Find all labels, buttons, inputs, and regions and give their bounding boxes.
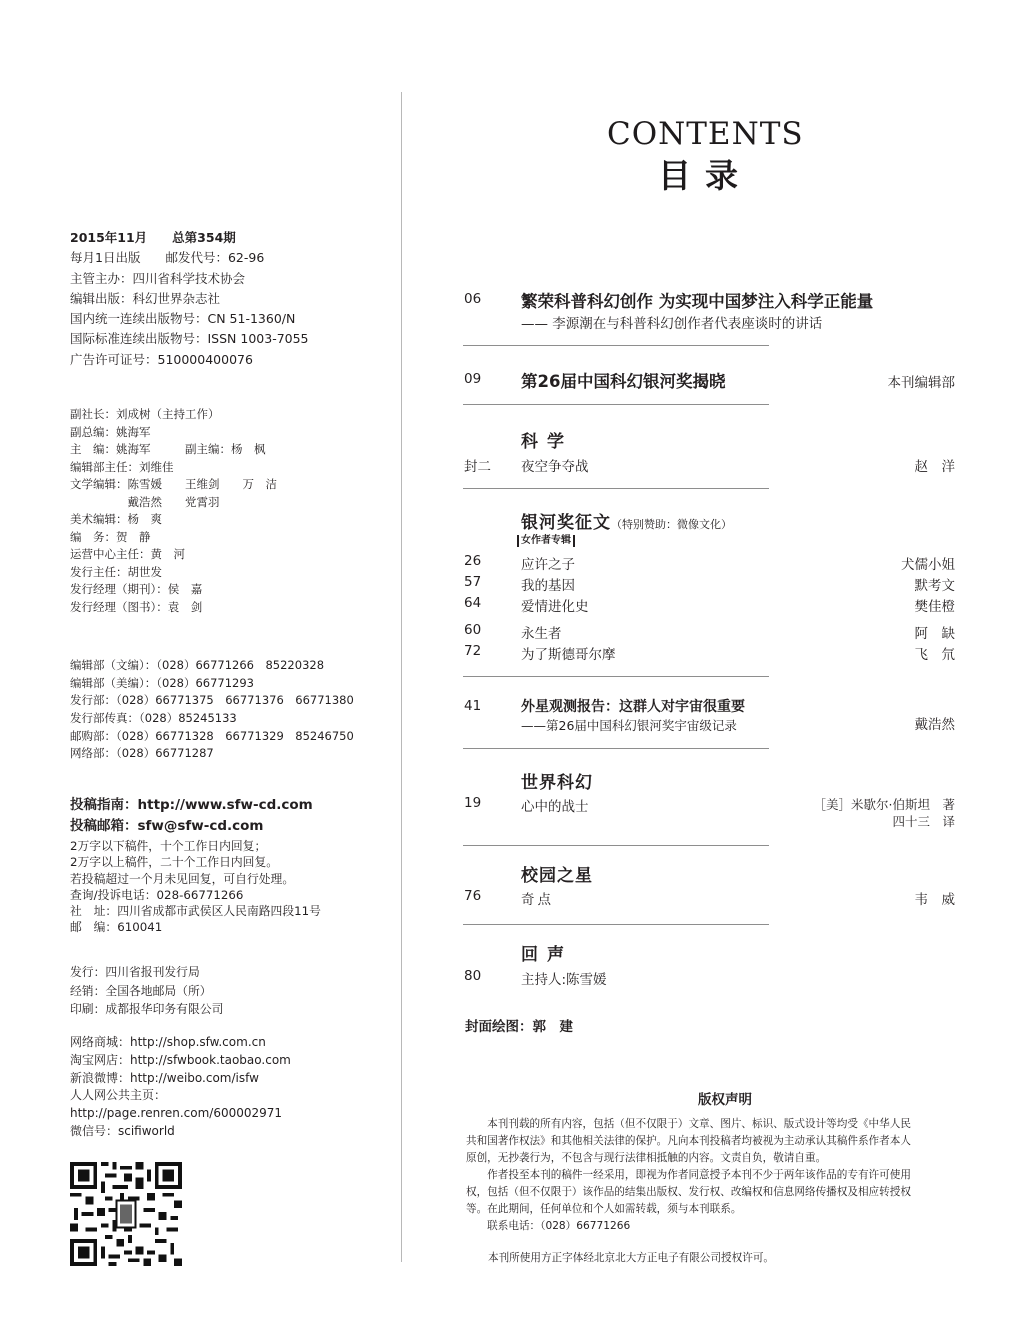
contact-line: 发行部：（028）66771375 66771376 66771380 bbox=[70, 693, 354, 708]
distribution-line: 发行：四川省报刊发行局 bbox=[70, 965, 200, 979]
distribution-info bbox=[70, 963, 223, 1019]
staff-line: 发行经理（期刊）：侯 嘉 bbox=[70, 582, 203, 596]
policy-line: 社 址：四川省成都市武侯区人民南路四段11号 bbox=[70, 904, 321, 919]
toc-entry-subtitle: —— 李源潮在与科普科幻创作者代表座谈时的讲话 bbox=[521, 316, 823, 332]
online-line[interactable]: 淘宝网店：http://sfwbook.taobao.com bbox=[70, 1052, 291, 1067]
toc-entry-title[interactable]: 心中的战士 bbox=[521, 799, 589, 815]
distribution-line: 印刷：成都报华印务有限公司 bbox=[70, 1002, 224, 1016]
toc-entry-author: 韦 威 bbox=[914, 892, 955, 908]
toc-page-number: 19 bbox=[464, 795, 482, 811]
copyright-line: 原创，无抄袭行为，不包含与现行法律相抵触的内容。文责自负，敬请自重。 bbox=[466, 1152, 827, 1164]
policy-line: 2万字以上稿件，二十个工作日内回复。 bbox=[70, 855, 279, 870]
copyright-title: 版权声明 bbox=[698, 1092, 752, 1108]
supervisor: 主管主办：四川省科学技术协会 bbox=[70, 270, 246, 286]
female-authors-tag: 女作者专辑 bbox=[517, 535, 575, 547]
toc-entry-author: 赵 洋 bbox=[914, 459, 955, 475]
cn-number: 国内统一连续出版物号：CN 51-1360/N bbox=[70, 311, 296, 327]
toc-page-number: 09 bbox=[464, 371, 482, 387]
issue-date-number: 2015年11月 总第354期 bbox=[70, 230, 236, 245]
toc-entry-title[interactable]: 我的基因 bbox=[521, 578, 575, 594]
toc-page-number: 26 bbox=[464, 553, 482, 569]
toc-page-number: 72 bbox=[464, 643, 482, 659]
staff-line: 戴浩然 党霄羽 bbox=[70, 494, 220, 509]
toc-entry-title[interactable]: 第26届中国科幻银河奖揭晓 bbox=[521, 372, 726, 391]
contact-line: 编辑部（美编）：（028）66771293 bbox=[70, 675, 254, 690]
section-heading-echo: 回声 bbox=[521, 945, 573, 965]
toc-entry-title[interactable]: 繁荣科普科幻创作 为实现中国梦注入科学正能量 bbox=[521, 292, 874, 311]
cover-artist-credit: 封面绘图：郭 建 bbox=[465, 1019, 573, 1035]
online-line: 人人网公共主页： bbox=[70, 1088, 167, 1103]
toc-entry-author: 阿 缺 bbox=[914, 626, 955, 642]
submit-email-link[interactable]: 投稿邮箱：sfw@sfw-cd.com bbox=[70, 817, 264, 834]
contact-line: 发行部传真：（028）85245133 bbox=[70, 711, 237, 726]
online-line[interactable]: http://page.renren.com/600002971 bbox=[70, 1106, 283, 1121]
toc-page-number: 41 bbox=[464, 698, 482, 714]
toc-page-number: 封二 bbox=[464, 459, 491, 475]
online-line: 微信号：scifiworld bbox=[70, 1123, 175, 1138]
sponsor-note: （特别赞助：微像文化） bbox=[611, 518, 732, 531]
staff-line: 主 编：姚海军 副主编：杨 枫 bbox=[70, 442, 266, 456]
column-divider bbox=[401, 92, 402, 1262]
ad-license: 广告许可证号：510000400076 bbox=[70, 351, 253, 367]
distribution-line: 经销：全国各地邮局（所） bbox=[70, 983, 212, 998]
toc-entry-author: ［美］米歇尔·伯斯坦 著 bbox=[813, 797, 955, 812]
copyright-line: 共和国著作权法》和其他相关法律的保护。凡向本刊投稿者均被视为主动承认其稿件系作者本人 bbox=[466, 1135, 911, 1147]
contents-heading-cn: 目录 bbox=[658, 156, 752, 195]
toc-divider bbox=[463, 345, 769, 346]
toc-entry-title[interactable]: 奇点 bbox=[521, 892, 554, 908]
section-heading-campus-star: 校园之星 bbox=[521, 866, 593, 886]
toc-divider bbox=[463, 676, 769, 677]
policy-line: 2万字以下稿件，十个工作日内回复； bbox=[70, 839, 267, 853]
contact-line: 网络部：（028）66771287 bbox=[70, 746, 214, 761]
copyright-line: 等。在此期间，任何单位和个人如需转载，须与本刊联系。 bbox=[466, 1203, 742, 1215]
copyright-line: 权，包括（但不仅限于）该作品的结集出版权、发行权、改编权和信息网络传播权及相应转授权 bbox=[466, 1186, 911, 1198]
policy-line: 若投稿超过一个月未见回复，可自行处理。 bbox=[70, 871, 295, 886]
issn: 国际标准连续出版物号：ISSN 1003-7055 bbox=[70, 331, 309, 347]
submit-guide-link[interactable]: 投稿指南：http://www.sfw-cd.com bbox=[70, 797, 313, 813]
policy-line: 邮 编：610041 bbox=[70, 920, 163, 935]
online-channels bbox=[70, 1034, 291, 1141]
toc-entry-title[interactable]: 为了斯德哥尔摩 bbox=[521, 647, 616, 663]
toc-entry-author: 樊佳橙 bbox=[914, 599, 955, 615]
toc-entry-title[interactable]: 夜空争夺战 bbox=[521, 459, 589, 475]
toc-page-number: 60 bbox=[464, 622, 482, 638]
toc-entry-subtitle: ——第26届中国科幻银河奖宇宙级记录 bbox=[521, 718, 737, 733]
publisher: 编辑出版：科幻世界杂志社 bbox=[70, 290, 221, 306]
section-heading-world-sf: 世界科幻 bbox=[521, 773, 593, 793]
copyright-line: 联系电话：（028）66771266 bbox=[466, 1220, 631, 1232]
toc-page-number: 76 bbox=[464, 888, 482, 904]
staff-line: 文学编辑：陈雪媛 王维剑 万 洁 bbox=[70, 477, 277, 491]
policy-line: 查询/投诉电话：028-66771266 bbox=[70, 887, 244, 902]
toc-entry-author: 飞 氘 bbox=[914, 647, 955, 663]
reply-policy bbox=[70, 838, 321, 936]
toc-page-number: 64 bbox=[464, 595, 482, 611]
copyright-line: 作者投至本刊的稿件一经采用，即视为作者同意授予本刊不少于两年该作品的专有许可使用 bbox=[466, 1169, 911, 1181]
online-line[interactable]: 网络商城：http://shop.sfw.com.cn bbox=[70, 1035, 266, 1049]
toc-entry-author: 犬儒小姐 bbox=[901, 557, 955, 573]
toc-page-number: 80 bbox=[464, 968, 482, 984]
staff-line: 副社长：刘成树（主持工作） bbox=[70, 407, 220, 421]
staff-line: 美术编辑：杨 爽 bbox=[70, 512, 162, 526]
contact-list bbox=[70, 657, 354, 763]
toc-divider bbox=[463, 748, 769, 749]
staff-line: 发行经理（图书）：袁 剑 bbox=[70, 599, 203, 614]
staff-line: 运营中心主任：黄 河 bbox=[70, 547, 185, 561]
copyright-line: 本刊刊载的所有内容，包括（但不仅限于）文章、图片、标识、版式设计等均受《中华人民 bbox=[466, 1118, 911, 1130]
staff-list bbox=[70, 406, 277, 616]
toc-entry-author: 本刊编辑部 bbox=[887, 375, 955, 391]
toc-entry-title[interactable]: 爱情进化史 bbox=[521, 599, 589, 615]
publication-info bbox=[70, 228, 309, 370]
toc-entry-author: 默考文 bbox=[914, 578, 955, 594]
toc-entry-translator: 四十三 译 bbox=[892, 814, 955, 829]
section-heading-galaxy-award bbox=[521, 508, 732, 533]
toc-divider bbox=[463, 404, 769, 405]
toc-divider bbox=[463, 845, 769, 846]
contact-line: 编辑部（文编）：（028）66771266 85220328 bbox=[70, 658, 325, 672]
toc-entry-title[interactable]: 外星观测报告：这群人对宇宙很重要 bbox=[521, 699, 745, 715]
toc-entry-title[interactable]: 永生者 bbox=[521, 626, 562, 642]
online-line[interactable]: 新浪微博：http://weibo.com/isfw bbox=[70, 1070, 259, 1085]
toc-divider bbox=[463, 924, 769, 925]
contents-heading-en: CONTENTS bbox=[607, 116, 804, 152]
toc-page-number: 06 bbox=[464, 291, 482, 307]
toc-page-number: 57 bbox=[464, 574, 482, 590]
qr-code-icon bbox=[69, 1162, 183, 1266]
staff-line: 编 务：贺 静 bbox=[70, 529, 151, 544]
toc-divider bbox=[463, 488, 769, 489]
toc-entry-author: 戴浩然 bbox=[914, 717, 955, 733]
font-license-note: 本刊所使用方正字体经北京北大方正电子有限公司授权许可。 bbox=[488, 1252, 775, 1264]
staff-line: 发行主任：胡世发 bbox=[70, 564, 162, 579]
contact-line: 邮购部：（028）66771328 66771329 85246750 bbox=[70, 728, 354, 743]
staff-line: 编辑部主任：刘维佳 bbox=[70, 459, 174, 474]
copyright-body bbox=[466, 1116, 960, 1235]
section-heading-science: 科学 bbox=[521, 432, 573, 452]
toc-entry-title[interactable]: 应许之子 bbox=[521, 557, 575, 573]
submission-info bbox=[70, 795, 313, 836]
toc-entry-title[interactable]: 主持人:陈雪媛 bbox=[521, 972, 607, 988]
section-title: 银河奖征文 bbox=[521, 513, 611, 533]
issue-schedule: 每月1日出版 邮发代号：62-96 bbox=[70, 250, 265, 266]
staff-line: 副总编：姚海军 bbox=[70, 424, 151, 439]
